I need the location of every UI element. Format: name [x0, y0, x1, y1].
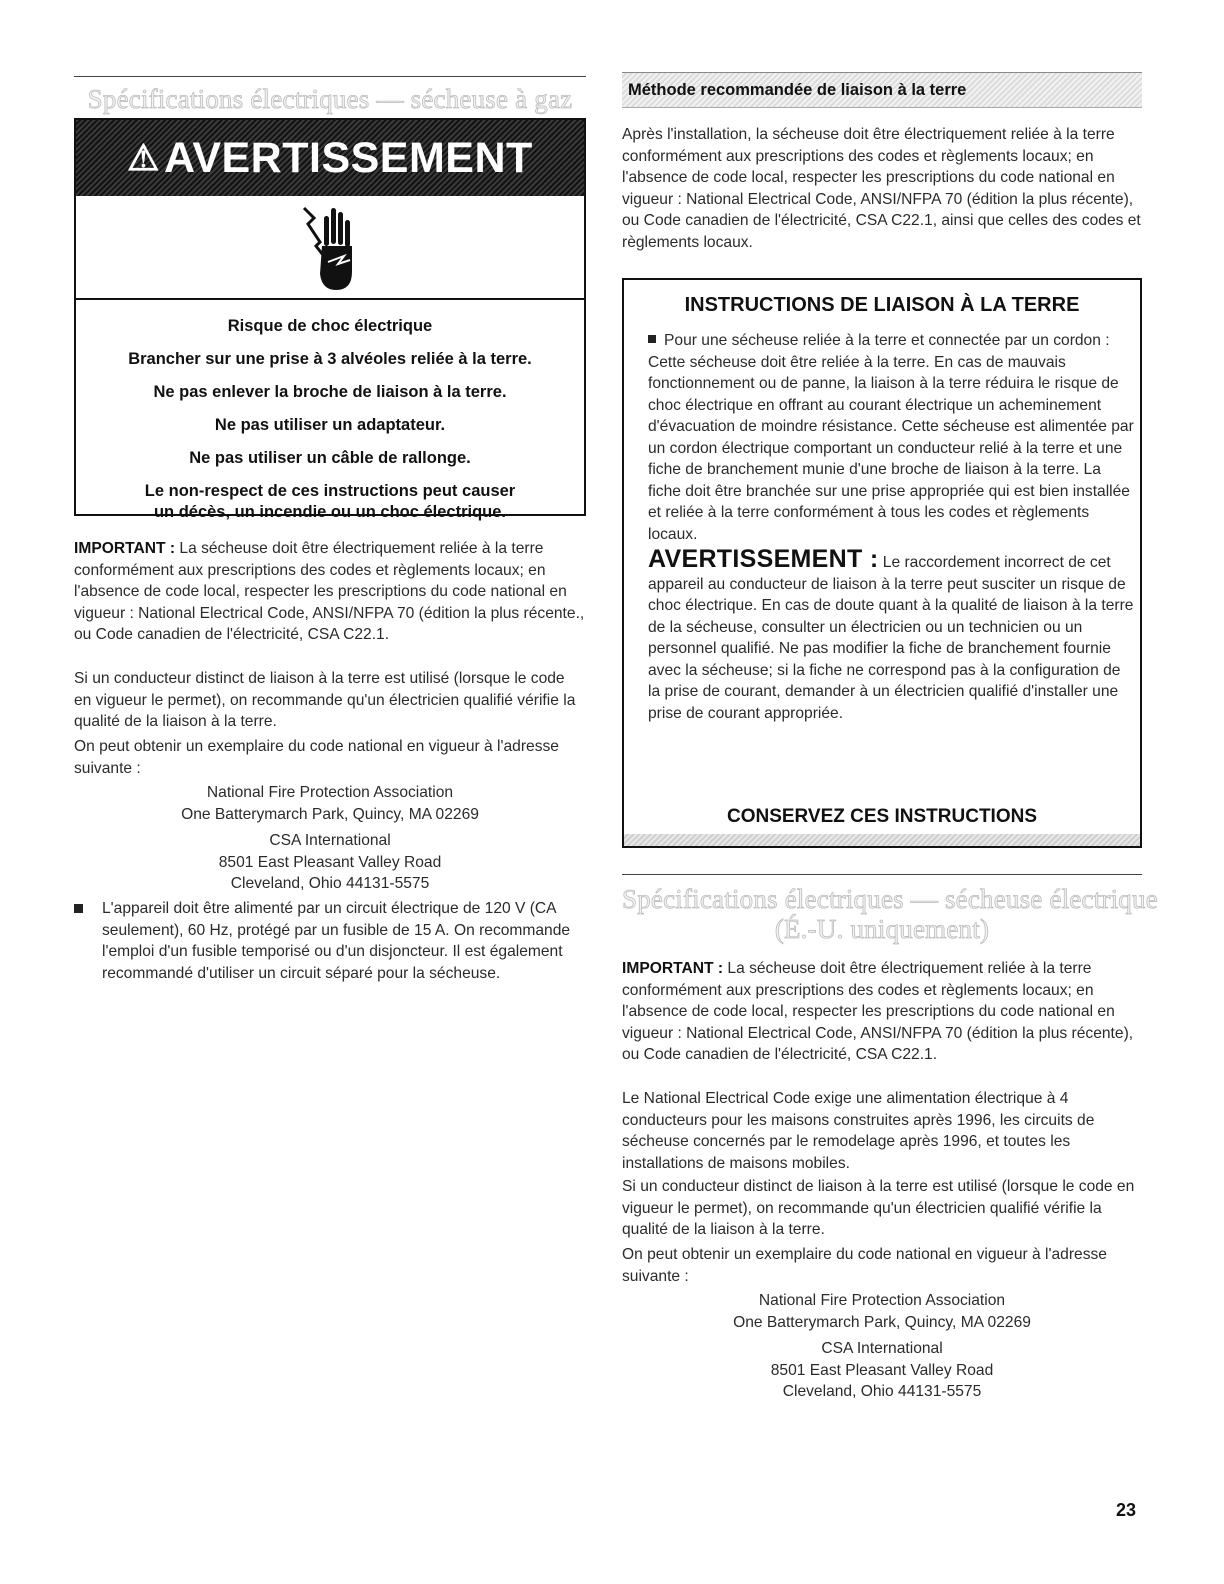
warning-line: Risque de choc électrique [227, 317, 433, 335]
instructions-text [648, 330, 1134, 724]
instructions-warning [648, 545, 1134, 724]
address-line: 8501 East Pleasant Valley Road [770, 1361, 994, 1379]
bullet-square [648, 335, 656, 343]
section-heading-electric-line1: Spécifications électriques — sécheuse électrique [622, 884, 1158, 914]
important-paragraph-right [622, 958, 1142, 1066]
important-text: La sécheuse doit être électriquement reliée à la terre conformément aux prescriptions des codes et règlements locaux; en l'absence de code local, respecter les prescriptions du code national en vigueur : National Electrical Code, ANSI/NFPA 70 (édition la plus récente., ou Code canadien de l'électricité, CSA C22.1. [74, 540, 585, 643]
warning-line: Brancher sur une prise à 3 alvéoles reliée à la terre. [128, 350, 532, 368]
warning-line: Ne pas utiliser un câble de rallonge. [189, 449, 471, 467]
instructions-bullet [648, 330, 1134, 352]
bullet-square [74, 904, 83, 913]
warning-box [74, 118, 586, 521]
top-rule-left [74, 76, 586, 77]
address-line: Cleveland, Ohio 44131-5575 [782, 1383, 982, 1400]
important-paragraph-left [74, 538, 586, 646]
warning-icon-area [76, 196, 584, 300]
warning-line: Ne pas enlever la broche de liaison à la terre. [153, 383, 507, 401]
grounding-instructions-box [622, 278, 1142, 848]
bullet-item-circuit [74, 898, 586, 984]
method-heading-bar [622, 72, 1142, 108]
section-heading-electric-line2: (É.-U. uniquement) [774, 914, 990, 944]
paragraph-ground-conductor-left: Si un conducteur distinct de liaison à la terre est utilisé (lorsque le code en vigueur le permet), on recommande qu'un électricien qualifié vérifie la qualité de la liaison à la terre. [74, 670, 576, 730]
paragraph-nec-4wire: Le National Electrical Code exige une alimentation électrique à 4 conducteurs pour les maisons construites après 1996, les circuits de sécheuse concernés par le remodelage après 1996, et toutes les installations de maisons mobiles. [622, 1090, 1095, 1172]
instructions-warning-label: AVERTISSEMENT : [648, 545, 879, 573]
electric-shock-hand-icon [300, 202, 360, 294]
warning-triangle-icon: ⚠ [127, 137, 160, 178]
address-line: CSA International [821, 1340, 943, 1357]
instructions-title: INSTRUCTIONS DE LIAISON À LA TERRE [684, 294, 1080, 316]
address-line: Cleveland, Ohio 44131-5575 [230, 875, 430, 892]
instructions-bullet-text: Pour une sécheuse reliée à la terre et connectée par un cordon : [664, 332, 1110, 349]
important-text: La sécheuse doit être électriquement reliée à la terre conformément aux prescriptions des codes et règlements locaux; en l'absence de code local, respecter les prescriptions du code national en vigueur : National Electrical Code, ANSI/NFPA 70 (édition la plus récente), ou Code canadien de l'électricité, CSA C22.1. [622, 960, 1134, 1063]
important-label: IMPORTANT : [74, 540, 176, 557]
address-line: One Batterymarch Park, Quincy, MA 02269 [733, 1313, 1031, 1331]
address-csa-left [74, 830, 586, 895]
warning-title: AVERTISSEMENT [163, 133, 533, 182]
box-bottom-strip [624, 834, 1140, 846]
conserve-instructions: CONSERVEZ CES INSTRUCTIONS [726, 806, 1038, 827]
address-line: National Fire Protection Association [758, 1292, 1006, 1309]
important-label: IMPORTANT : [622, 960, 724, 977]
warning-header [76, 120, 584, 196]
warning-line: Ne pas utiliser un adaptateur. [214, 416, 446, 434]
mid-rule-right [622, 874, 1142, 875]
address-line: One Batterymarch Park, Quincy, MA 02269 [181, 805, 479, 823]
method-heading: Méthode recommandée de liaison à la terre [628, 81, 967, 99]
bullet-text: L'appareil doit être alimenté par un circuit électrique de 120 V (CA seulement), 60 Hz, protégé par un fusible de 15 A. On recommande l'emploi d'un fusible temporisé ou d'un disjoncteur. Il est également recommandé d'utiliser un circuit séparé pour la sécheuse. [102, 900, 571, 982]
address-nfpa-right [622, 1290, 1142, 1333]
warning-lines [76, 316, 584, 535]
paragraph-ground-conductor-right: Si un conducteur distinct de liaison à la terre est utilisé (lorsque le code en vigueur le permet), on recommande qu'un électricien qualifié vérifie la qualité de la liaison à la terre. [622, 1178, 1135, 1238]
address-line: CSA International [269, 832, 391, 849]
address-csa-right [622, 1338, 1142, 1403]
method-paragraph: Après l'installation, la sécheuse doit être électriquement reliée à la terre conformément aux prescriptions des codes et règlements locaux; en l'absence de code local, respecter les prescriptions du code national en vigueur : National Electrical Code, ANSI/NFPA 70 (édition la plus récente), ou Code canadien de l'électricité, CSA C22.1, ainsi que celles des codes et règlements locaux. [622, 126, 1141, 251]
address-line: 8501 East Pleasant Valley Road [218, 853, 442, 871]
page-number: 23 [1116, 1500, 1137, 1520]
instructions-body: Cette sécheuse doit être reliée à la terre. En cas de mauvais fonctionnement ou de panne, la liaison à la terre réduira le risque de choc électrique en offrant au courant électrique un acheminement d'évacuation de moindre résistance. Cette sécheuse est alimentée par un cordon électrique comportant un conducteur relié à la terre et une fiche de branchement munie d'une broche de liaison à la terre. La fiche doit être branchée sur une prise appropriée qui est bien installée et reliée à la terre conformément à tous les codes et règlements locaux. [648, 353, 1134, 543]
address-nfpa-left [74, 782, 586, 825]
warning-line: un décès, un incendie ou un choc électrique. [153, 503, 507, 521]
paragraph-code-copy-right: On peut obtenir un exemplaire du code national en vigueur à l'adresse suivante : [622, 1246, 1107, 1285]
address-line: National Fire Protection Association [206, 784, 454, 801]
paragraph-code-copy-left: On peut obtenir un exemplaire du code national en vigueur à l'adresse suivante : [74, 738, 559, 777]
section-heading-gas: Spécifications électriques — sécheuse à gaz [87, 84, 573, 114]
instructions-warning-text: Le raccordement incorrect de cet appareil au conducteur de liaison à la terre peut susciter un risque de choc électrique. En cas de doute quant à la qualité de liaison à la terre de la sécheuse, consulter un électricien ou un technicien ou un personnel qualifié. Ne pas modifier la fiche de branchement fournie avec la sécheuse; si la fiche ne correspond pas à la configuration de la prise de courant, demander à un électricien qualifié d'installer une prise de courant appropriée. [648, 554, 1134, 722]
warning-line: Le non-respect de ces instructions peut causer [144, 482, 516, 500]
